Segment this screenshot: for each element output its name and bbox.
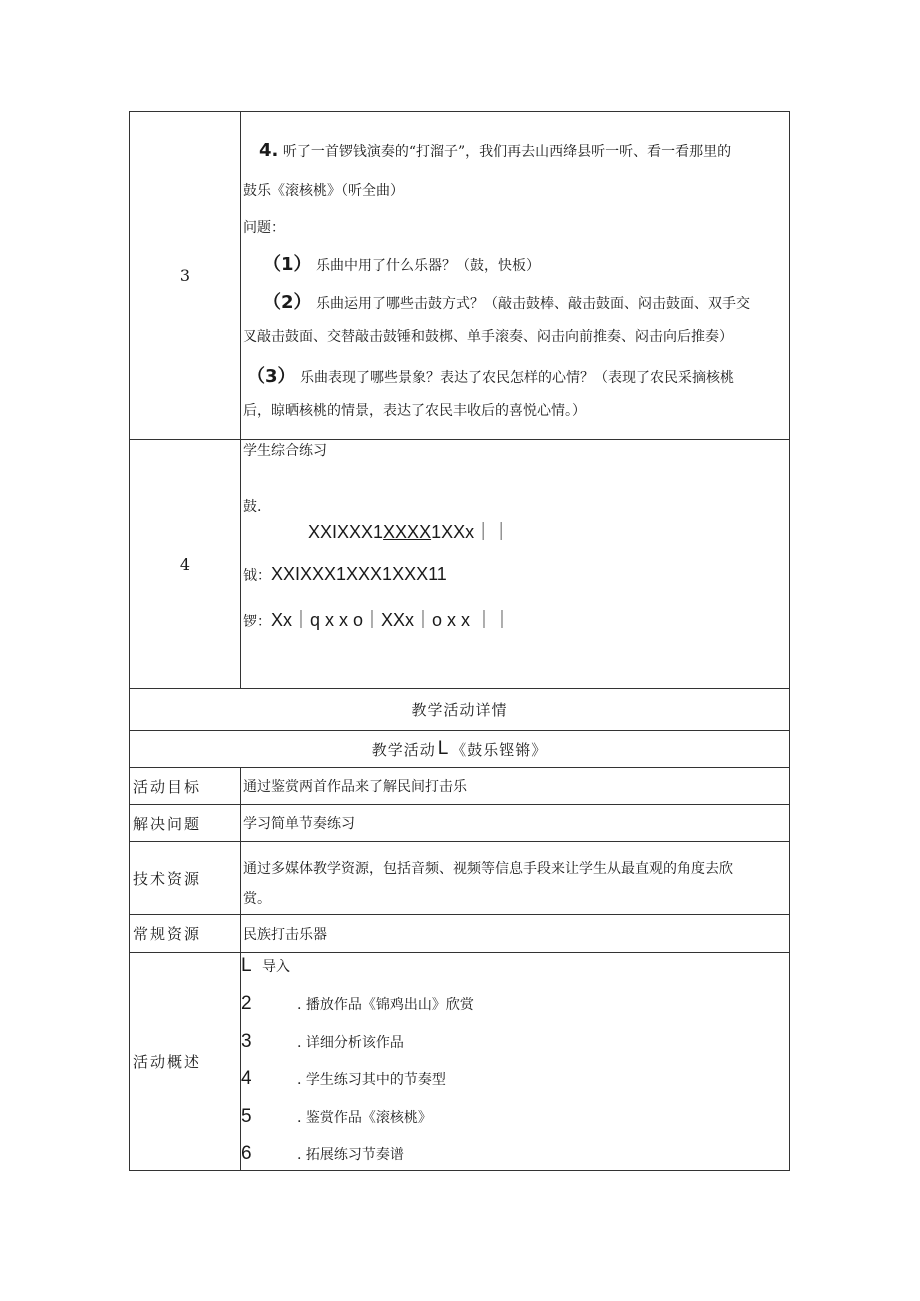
drum-label: 鼓. xyxy=(243,499,262,515)
cymbal-label: 钺： xyxy=(243,568,271,584)
section-3-number: 3 xyxy=(130,112,241,439)
q1-number: （1） xyxy=(263,254,312,275)
details-header: 教学活动详情 xyxy=(411,701,508,719)
routine-label: 常规资源 xyxy=(130,915,241,952)
goal-row xyxy=(130,767,789,804)
gong-label: 锣： xyxy=(243,614,271,630)
tech-row xyxy=(130,841,789,914)
item-number: 4. xyxy=(259,140,279,161)
overview-item: L 导入 xyxy=(241,955,291,976)
drum-notation: XXIXXX1XXXX1XXx｜｜ xyxy=(308,522,511,542)
q2-text-a: 乐曲运用了哪些击鼓方式？（敲击鼓棒、敲击鼓面、闷击鼓面、双手交 xyxy=(315,296,750,312)
section-4-content xyxy=(241,440,789,688)
overview-content xyxy=(241,953,789,1170)
section-4-row xyxy=(130,439,789,688)
routine-row xyxy=(130,914,789,952)
q1-text: 乐曲中用了什么乐器？（鼓，快板） xyxy=(315,258,540,274)
section-3-row xyxy=(130,112,789,439)
practice-title: 学生综合练习 xyxy=(243,443,327,459)
tech-content xyxy=(241,842,789,914)
section-3-content: 4. 听了一首锣钱演奏的“打溜子”，我们再去山西绛县听一听、看一看那里的 鼓乐《滚核桃》（听全曲） 问题： （1） 乐曲中用了什么乐器？（鼓，快板） （2） 乐曲运用了哪些击鼓方式？（敲击鼓棒、敲击鼓面、闷击鼓面、双手交 叉敲击鼓面、交替敲击鼓锤和鼓梆、单手滚奏、闷击向前推奏、闷击向后推奏） （3） 乐曲表现了哪些景象？表达了农民怎样的心情？（表现了农民采摘核桃 后，晾晒核桃的情景，表达了农民丰收后的喜悦心情。） xyxy=(243,140,750,419)
q2-number: （2） xyxy=(263,292,312,313)
tech-text-b: 赏。 xyxy=(243,891,271,907)
goal-label: 活动目标 xyxy=(130,768,241,804)
problem-row xyxy=(130,804,789,841)
activity-header: 教学活动 L 《鼓乐铿锵》 xyxy=(371,738,548,759)
routine-text: 民族打击乐器 xyxy=(243,926,327,943)
activity-header-row xyxy=(130,730,789,767)
overview-item: 2 . 播放作品《锦鸡出山》欣赏 xyxy=(241,993,474,1014)
item-line-2: 鼓乐《滚核桃》（听全曲 xyxy=(243,183,390,199)
gong-notation: Xx｜q x x o｜XXx｜o x x ｜｜ xyxy=(271,610,512,630)
q3-number: （3） xyxy=(247,366,296,387)
problem-text: 学习简单节奏练习 xyxy=(243,816,355,832)
overview-item: 4 . 学生练习其中的节奏型 xyxy=(241,1068,446,1089)
item-line-1: 听了一首锣钱演奏的“打溜子”，我们再去山西绛县听一听、看一看那里的 xyxy=(282,144,732,160)
tech-text-a: 通过多媒体教学资源，包括音频、视频等信息手段来让学生从最直观的角度去欣 xyxy=(243,861,733,877)
overview-item: 5 . 鉴赏作品《滚核桃》 xyxy=(241,1106,432,1127)
q3-text-b: 后，晾晒核桃的情景，表达了农民丰收后的喜悦心情。） xyxy=(243,403,586,419)
problem-label: 解决问题 xyxy=(130,805,241,841)
overview-label: 活动概述 xyxy=(130,953,241,1170)
tech-label: 技术资源 xyxy=(130,842,241,914)
goal-text: 通过鉴赏两首作品来了解民间打击乐 xyxy=(243,779,467,795)
q2-text-b: 叉敲击鼓面、交替敲击鼓锤和鼓梆、单手滚奏、闷击向前推奏、闷击向后推奏） xyxy=(243,329,733,345)
overview-item: 3 . 详细分析该作品 xyxy=(241,1031,404,1052)
overview-item: 6 . 拓展练习节奏谱 xyxy=(241,1143,404,1164)
questions-label: 问题： xyxy=(243,220,285,236)
section-4-number: 4 xyxy=(130,440,241,688)
overview-row xyxy=(130,952,789,1170)
q3-text-a: 乐曲表现了哪些景象？表达了农民怎样的心情？（表现了农民采摘核桃 xyxy=(299,370,734,386)
lesson-table xyxy=(129,111,790,1171)
details-header-row xyxy=(130,688,789,730)
cymbal-notation: XXIXXX1XXX1XXX11 xyxy=(271,564,447,584)
